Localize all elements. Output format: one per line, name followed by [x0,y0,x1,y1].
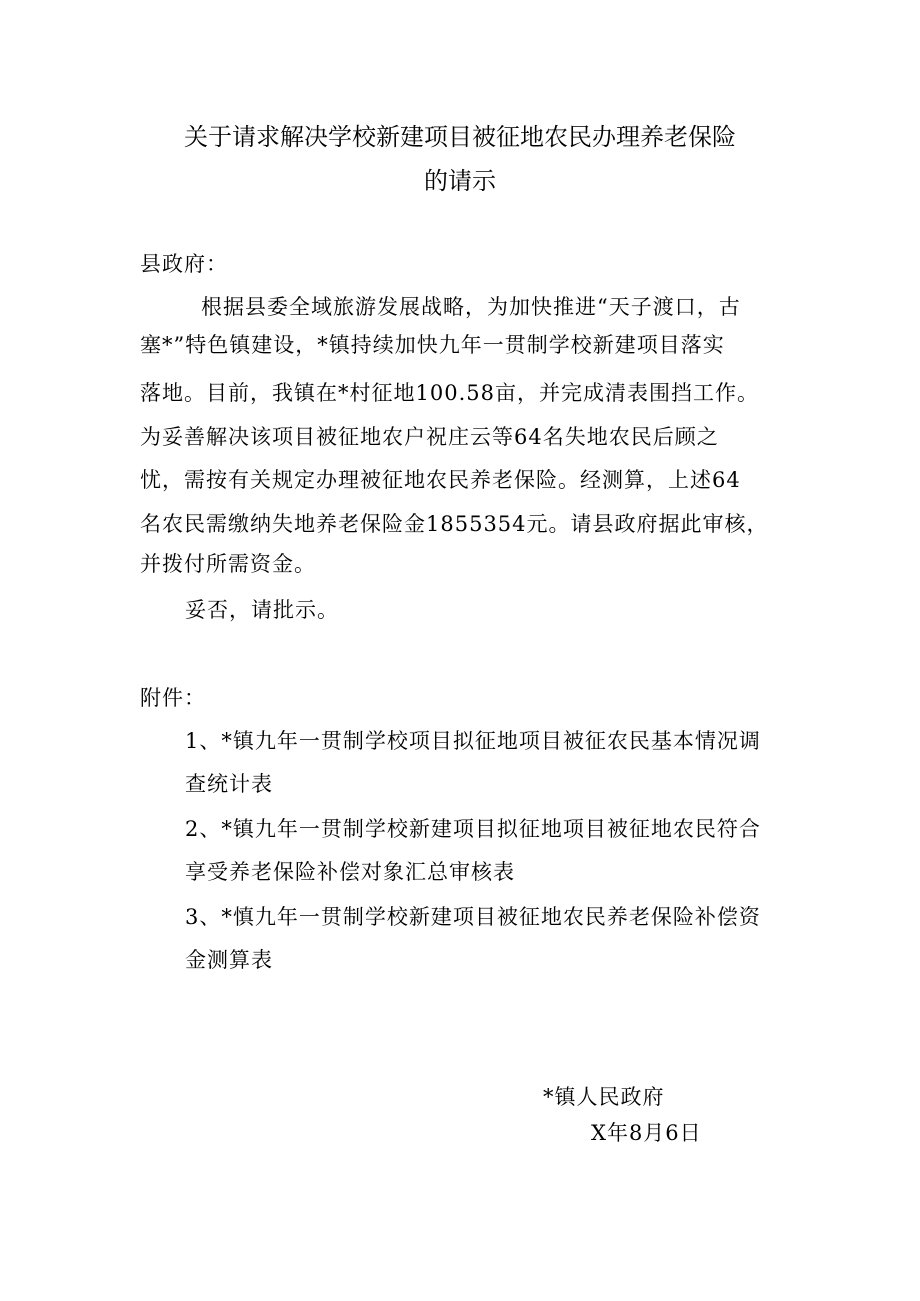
attachment-item-3-line1: 3、*慎九年一贯制学校新建项目被征地农民养老保险补偿资 [185,905,761,929]
body-line: 名农民需缴纳失地养老保险金1855354元。请县政府据此审核， [140,512,769,536]
body-line: 忧，需按有关规定办理被征地农民养老保险。经测算，上述64 [140,468,741,492]
closing-request: 妥否，请批示。 [185,598,339,622]
body-line: 根据县委全域旅游发展战略，为加快推进“天子渡口，古 [201,295,741,319]
body-line: 落地。目前，我镇在*村征地100.58亩，并完成清表围挡工作。 [140,381,759,405]
attachments-label: 附件： [140,686,206,710]
attachment-item-2-line1: 2、*镇九年一贯制学校新建项目拟征地项目被征地农民符合 [185,817,761,841]
attachment-item-2-line2: 享受养老保险补偿对象汇总审核表 [185,860,515,884]
attachment-item-1-line1: 1、*镇九年一贯制学校项目拟征地项目被征农民基本情况调 [185,729,761,753]
signature-date: X年8月6日 [591,1121,702,1145]
body-line: 为妥善解决该项目被征地农户祝庄云等64名失地农民后顾之 [140,425,719,449]
document-title-line1: 关于请求解决学校新建项目被征地农民办理养老保险 [184,123,736,151]
signature-organization: *镇人民政府 [543,1085,665,1109]
body-line: 塞*”特色镇建设，*镇持续加快九年一贯制学校新建项目落实 [140,333,725,357]
document-title-line2: 的请示 [424,167,496,195]
salutation: 县政府： [140,252,228,276]
attachment-item-1-line2: 查统计表 [185,772,273,796]
attachment-item-3-line2: 金测算表 [185,948,273,972]
body-line: 并拨付所需资金。 [140,552,316,576]
